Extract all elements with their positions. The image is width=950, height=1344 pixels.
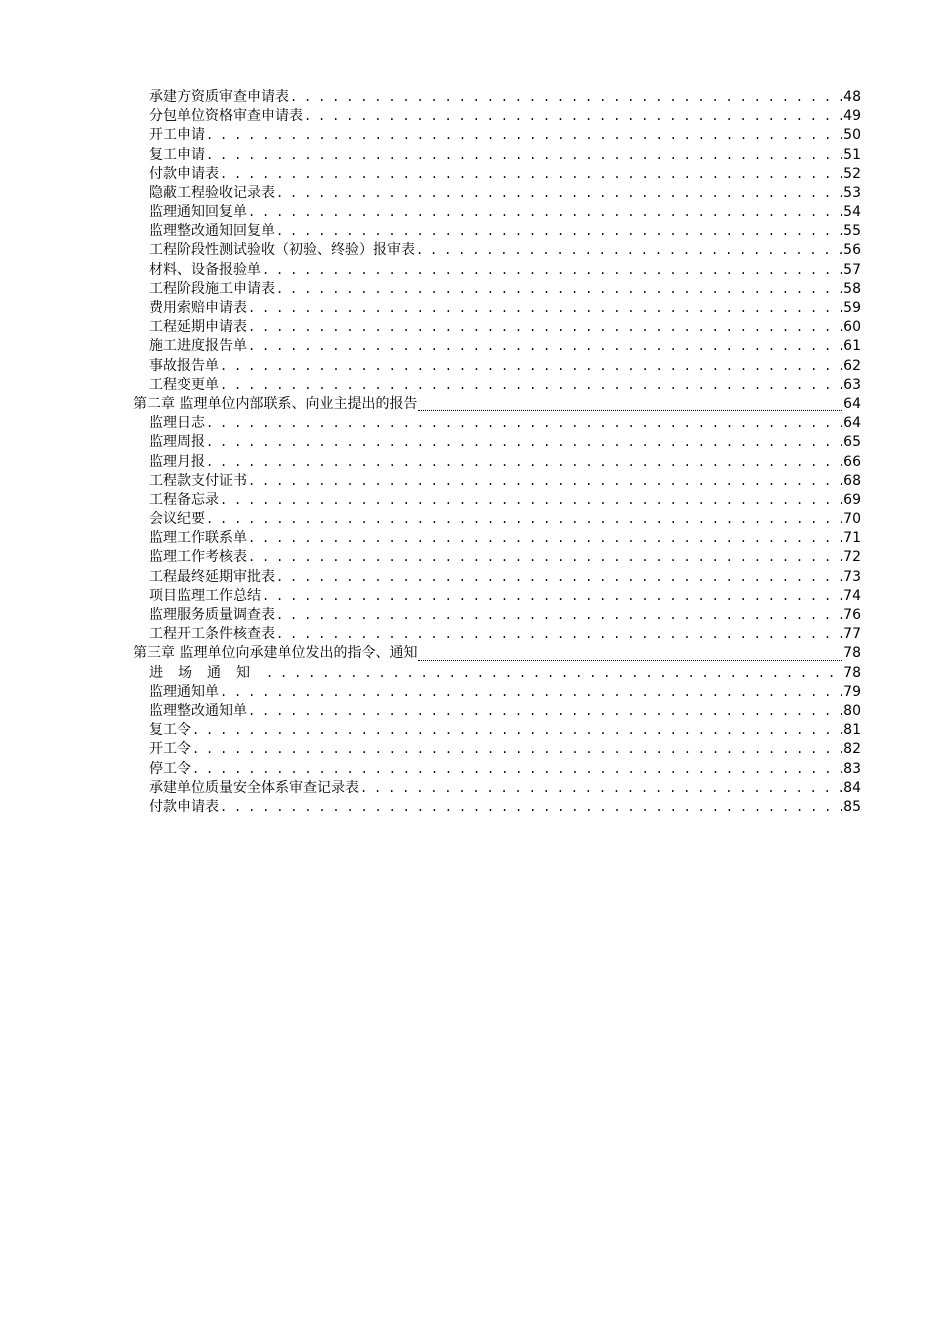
toc-page-number: 68 — [843, 472, 861, 489]
toc-entry-title: 工程延期申请表 — [149, 319, 247, 336]
toc-entry-title: 费用索赔申请表 — [149, 300, 247, 317]
toc-entry[interactable] — [133, 165, 861, 184]
toc-entry[interactable] — [133, 549, 861, 568]
toc-entry-title: 分包单位资格审查申请表 — [149, 108, 303, 125]
toc-entry[interactable] — [133, 222, 861, 241]
toc-entry-title: 工程变更单 — [149, 376, 219, 393]
toc-entry[interactable] — [133, 683, 861, 702]
toc-leader — [276, 184, 842, 203]
toc-chapter-heading[interactable] — [133, 395, 861, 414]
toc-page-number: 83 — [843, 760, 861, 777]
toc-page-number: 50 — [843, 127, 861, 144]
toc-page-number: 60 — [843, 319, 861, 336]
toc-page-number: 51 — [843, 146, 861, 163]
toc-page-number: 80 — [843, 702, 861, 719]
toc-leader — [248, 472, 842, 491]
toc-entry[interactable] — [133, 472, 861, 491]
toc-page-number: 53 — [843, 184, 861, 201]
table-of-contents — [133, 88, 861, 817]
toc-chapter-title: 第二章 监理单位内部联系、向业主提出的报告 — [133, 395, 418, 412]
toc-entry[interactable] — [133, 107, 861, 126]
toc-page-number: 65 — [843, 434, 861, 451]
toc-entry[interactable] — [133, 664, 861, 683]
toc-leader — [266, 664, 842, 683]
toc-page-number: 55 — [843, 223, 861, 240]
toc-entry[interactable] — [133, 203, 861, 222]
toc-entry[interactable] — [133, 376, 861, 395]
toc-page-number: 85 — [843, 798, 861, 815]
toc-leader — [248, 318, 842, 337]
toc-leader — [220, 376, 842, 395]
toc-entry-title: 监理日志 — [149, 415, 205, 432]
toc-entry[interactable] — [133, 261, 861, 280]
toc-entry[interactable] — [133, 280, 861, 299]
toc-page-number: 62 — [843, 357, 861, 374]
toc-page-number: 74 — [843, 587, 861, 604]
toc-entry-title: 材料、设备报验单 — [149, 261, 261, 278]
toc-leader — [276, 625, 842, 644]
toc-entry-title: 监理通知回复单 — [149, 204, 247, 221]
toc-leader — [276, 568, 842, 587]
toc-entry-title: 事故报告单 — [149, 357, 219, 374]
toc-leader — [220, 491, 842, 510]
toc-leader — [206, 126, 842, 145]
toc-entry-title: 监理月报 — [149, 453, 205, 470]
toc-entry[interactable] — [133, 568, 861, 587]
toc-entry[interactable] — [133, 453, 861, 472]
toc-leader — [248, 299, 842, 318]
toc-leader — [220, 683, 842, 702]
toc-leader — [418, 406, 842, 411]
toc-entry[interactable] — [133, 242, 861, 261]
toc-entry-title: 监理整改通知回复单 — [149, 223, 275, 240]
toc-entry-title: 会议纪要 — [149, 511, 205, 528]
toc-entry[interactable] — [133, 337, 861, 356]
toc-entry[interactable] — [133, 510, 861, 529]
toc-page-number: 69 — [843, 491, 861, 508]
toc-page-number: 78 — [843, 664, 861, 681]
toc-entry[interactable] — [133, 299, 861, 318]
toc-leader — [206, 453, 842, 472]
toc-chapter-title: 第三章 监理单位向承建单位发出的指令、通知 — [133, 645, 418, 662]
toc-entry[interactable] — [133, 606, 861, 625]
toc-page-number: 57 — [843, 261, 861, 278]
toc-page-number: 82 — [843, 741, 861, 758]
toc-entry-title: 监理整改通知单 — [149, 702, 247, 719]
toc-entry-title: 工程阶段性测试验收（初验、终验）报审表 — [149, 242, 415, 259]
toc-leader — [220, 165, 842, 184]
toc-entry-title: 复工申请 — [149, 146, 205, 163]
toc-entry[interactable] — [133, 625, 861, 644]
toc-entry[interactable] — [133, 357, 861, 376]
toc-entry[interactable] — [133, 760, 861, 779]
toc-entry-title: 工程开工条件核查表 — [149, 626, 275, 643]
toc-leader — [220, 798, 842, 817]
toc-entry[interactable] — [133, 798, 861, 817]
toc-page-number: 64 — [843, 415, 861, 432]
toc-page-number: 72 — [843, 549, 861, 566]
toc-leader — [192, 721, 842, 740]
toc-entry[interactable] — [133, 587, 861, 606]
toc-chapter-heading[interactable] — [133, 644, 861, 663]
toc-entry[interactable] — [133, 529, 861, 548]
toc-entry[interactable] — [133, 433, 861, 452]
toc-entry-title: 开工令 — [149, 741, 191, 758]
toc-entry-title: 隐蔽工程验收记录表 — [149, 184, 275, 201]
toc-leader — [248, 203, 842, 222]
toc-page-number: 70 — [843, 511, 861, 528]
toc-page-number: 61 — [843, 338, 861, 355]
toc-entry[interactable] — [133, 721, 861, 740]
toc-page-number: 71 — [843, 530, 861, 547]
toc-entry-title: 监理通知单 — [149, 683, 219, 700]
toc-leader — [220, 357, 842, 376]
toc-entry-title: 工程阶段施工申请表 — [149, 280, 275, 297]
toc-page-number: 84 — [843, 779, 861, 796]
toc-entry[interactable] — [133, 491, 861, 510]
toc-entry[interactable] — [133, 702, 861, 721]
toc-leader — [276, 222, 842, 241]
toc-page-number: 81 — [843, 722, 861, 739]
toc-leader — [262, 261, 842, 280]
toc-leader — [248, 337, 842, 356]
toc-entry[interactable] — [133, 740, 861, 759]
toc-page-number: 56 — [843, 242, 861, 259]
toc-entry-title: 监理周报 — [149, 434, 205, 451]
toc-leader — [418, 656, 842, 661]
toc-leader — [416, 242, 842, 261]
toc-entry[interactable] — [133, 779, 861, 798]
toc-page-number: 76 — [843, 607, 861, 624]
toc-entry-title: 施工进度报告单 — [149, 338, 247, 355]
toc-entry-title: 开工申请 — [149, 127, 205, 144]
toc-leader — [276, 280, 842, 299]
toc-entry-title: 进场通知 — [149, 664, 265, 681]
toc-page-number: 59 — [843, 300, 861, 317]
toc-entry[interactable] — [133, 318, 861, 337]
toc-entry-title: 工程备忘录 — [149, 491, 219, 508]
toc-page-number: 49 — [843, 108, 861, 125]
toc-leader — [262, 587, 842, 606]
toc-leader — [206, 433, 842, 452]
toc-leader — [360, 779, 842, 798]
toc-entry-title: 监理工作联系单 — [149, 530, 247, 547]
toc-entry-title: 项目监理工作总结 — [149, 587, 261, 604]
toc-entry[interactable] — [133, 184, 861, 203]
toc-page-number: 54 — [843, 204, 861, 221]
toc-page-number: 73 — [843, 568, 861, 585]
toc-page-number: 58 — [843, 280, 861, 297]
toc-leader — [276, 606, 842, 625]
toc-leader — [192, 760, 842, 779]
toc-entry-title: 付款申请表 — [149, 165, 219, 182]
toc-page-number: 77 — [843, 626, 861, 643]
toc-leader — [248, 549, 842, 568]
toc-page-number: 63 — [843, 376, 861, 393]
toc-entry[interactable] — [133, 414, 861, 433]
toc-entry-title: 复工令 — [149, 722, 191, 739]
toc-entry-title: 工程款支付证书 — [149, 472, 247, 489]
toc-entry[interactable] — [133, 146, 861, 165]
toc-page-number: 52 — [843, 165, 861, 182]
toc-page-number: 48 — [843, 88, 861, 105]
toc-page-number: 78 — [843, 645, 861, 662]
toc-entry-title: 承建方资质审查申请表 — [149, 88, 289, 105]
toc-leader — [304, 107, 842, 126]
toc-page-number: 79 — [843, 683, 861, 700]
toc-entry-title: 付款申请表 — [149, 798, 219, 815]
toc-leader — [192, 740, 842, 759]
toc-page-number: 64 — [843, 395, 861, 412]
toc-leader — [206, 146, 842, 165]
toc-leader — [248, 702, 842, 721]
toc-leader — [206, 414, 842, 433]
toc-entry-title: 监理工作考核表 — [149, 549, 247, 566]
toc-entry-title: 停工令 — [149, 760, 191, 777]
toc-leader — [290, 88, 842, 107]
toc-leader — [248, 529, 842, 548]
toc-entry-title: 监理服务质量调查表 — [149, 607, 275, 624]
toc-entry[interactable] — [133, 126, 861, 145]
toc-entry-title: 工程最终延期审批表 — [149, 568, 275, 585]
toc-entry[interactable] — [133, 88, 861, 107]
toc-page-number: 66 — [843, 453, 861, 470]
toc-leader — [206, 510, 842, 529]
toc-entry-title: 承建单位质量安全体系审查记录表 — [149, 779, 359, 796]
